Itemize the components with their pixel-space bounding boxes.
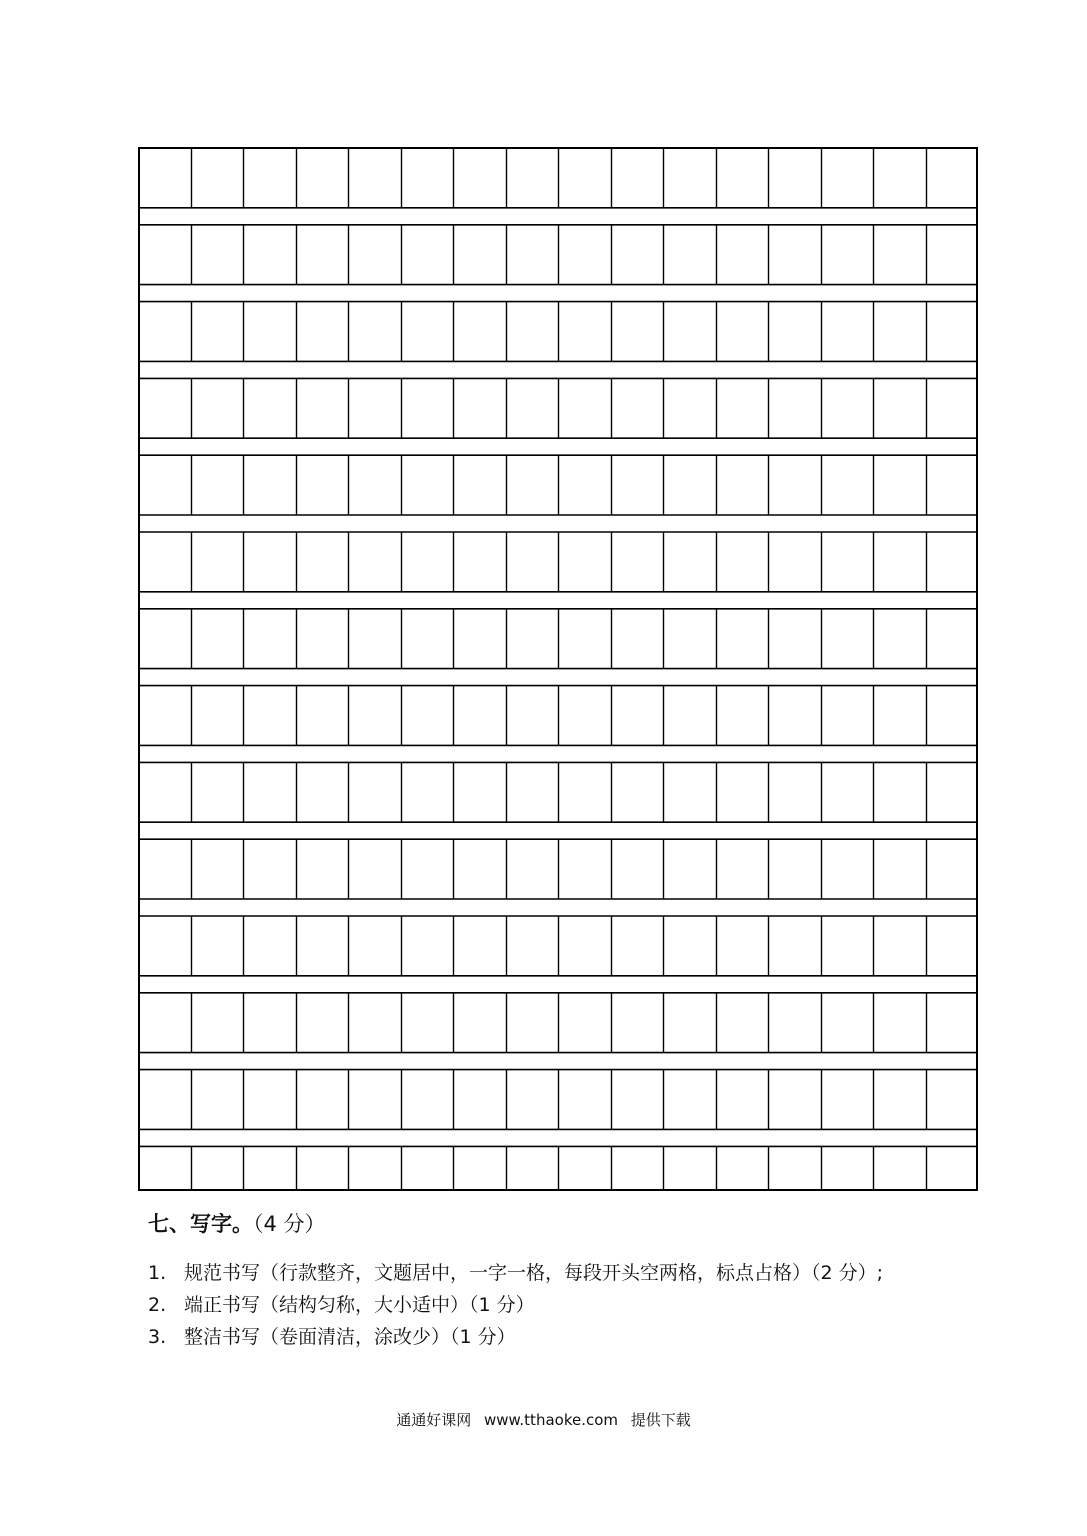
section-heading: [148, 1208, 326, 1240]
criteria-text: 端正书写（结构匀称，大小适中）（1 分）: [184, 1294, 535, 1316]
criteria-item: [148, 1289, 883, 1321]
footer: [0, 1408, 1087, 1432]
criteria-number: 3.: [148, 1326, 167, 1348]
writing-grid-lines: [138, 147, 978, 1191]
criteria-text: 规范书写（行款整齐，文题居中，一字一格，每段开头空两格，标点占格）（2 分）;: [184, 1262, 884, 1284]
footer-note: 提供下载: [630, 1411, 691, 1429]
criteria-item: [148, 1321, 883, 1353]
criteria-text: 整洁书写（卷面清洁，涂改少）（1 分）: [184, 1326, 516, 1348]
footer-site-name: 通通好课网: [396, 1411, 472, 1429]
criteria-list: [148, 1257, 883, 1353]
criteria-number: 1.: [148, 1262, 167, 1284]
criteria-item: [148, 1257, 883, 1289]
section-title: 七、写字。: [148, 1212, 253, 1236]
writing-grid: [138, 147, 978, 1191]
footer-url[interactable]: www.tthaoke.com: [483, 1411, 619, 1429]
section-score: （4 分）: [253, 1212, 326, 1236]
criteria-number: 2.: [148, 1294, 167, 1316]
